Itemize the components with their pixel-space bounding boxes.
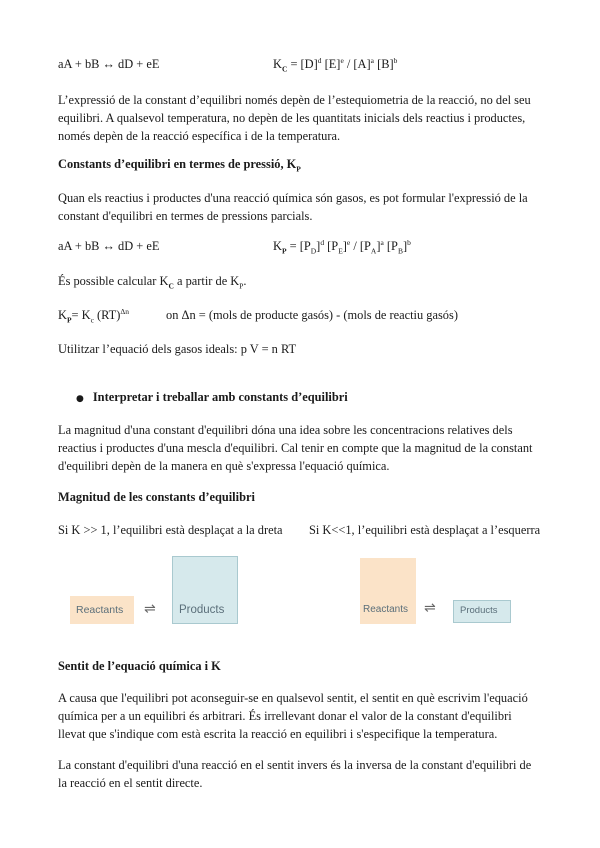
rel-k-sub: P	[66, 315, 72, 325]
heading-kp	[58, 157, 301, 172]
reaction-text: aA + bB ↔ dD + eE	[58, 57, 160, 71]
relation-desc: on Δn = (mols de producte gasós) - (mols de reactiu gasós)	[166, 308, 458, 322]
heading-magnitude: Magnitud de les constants d’equilibri	[58, 490, 255, 504]
kp-sub: P	[281, 246, 287, 256]
paragraph-line: d'equilibri depèn de la manera en què s'expressa l'equació química.	[58, 459, 390, 473]
case-k-large: Si K >> 1, l’equilibri està desplaçat a la dreta	[58, 523, 283, 537]
rel-rt: (RT)	[93, 308, 121, 322]
kp-term-exp: d	[320, 237, 325, 247]
kp-term-close: ]	[342, 239, 347, 253]
paragraph-stoichiometry	[58, 91, 548, 145]
kp-term-close: ]	[316, 239, 321, 253]
paragraph-line: L’expressió de la constant d’equilibri només depèn de l’estequiometria de la reacció, no del seu	[58, 93, 531, 107]
kp-term-sub: A	[370, 246, 377, 256]
calc-sub: C	[168, 281, 174, 291]
equation-reaction-2	[58, 239, 159, 254]
equation-kp	[273, 239, 411, 254]
relation-kp-kc	[58, 308, 129, 323]
paragraph-line: la reacció en el sentit directe.	[58, 776, 203, 790]
paragraph-gases	[58, 189, 548, 225]
paragraph-line: llevat que s'indique com està escrita la reacció en equilibri i s'especifique la temperatura.	[58, 727, 498, 741]
equation-kc	[273, 57, 397, 72]
paragraph-line: química per a un equilibri és arbitrari. És irrellevant donar el valor de la constant d'equilibri	[58, 709, 512, 723]
equation-reaction-1	[58, 57, 159, 72]
heading-kp-text: Constants d’equilibri en termes de pressió, K	[58, 157, 297, 171]
kc-exp-e: e	[340, 55, 344, 65]
equilibrium-arrow-icon: ⇌	[144, 601, 156, 617]
rel-k: K	[58, 308, 67, 322]
reaction-text: aA + bB ↔ dD + eE	[58, 239, 160, 253]
kc-expr-b: [B]	[373, 57, 394, 71]
kp-term-sub: B	[397, 246, 403, 256]
rel-exp: Δn	[120, 306, 129, 316]
bullet-heading	[76, 390, 348, 407]
kp-symbol: K	[273, 239, 282, 253]
equilibrium-arrow-icon: ⇌	[424, 600, 436, 616]
products-label: Products	[460, 605, 498, 616]
kp-term-close: ]	[402, 239, 408, 253]
products-label: Products	[179, 604, 225, 616]
kc-exp-b: b	[393, 55, 398, 65]
paragraph-line: equilibri. A qualsevol temperatura, no depèn de les quantitats inicials dels reactius i productes,	[58, 111, 526, 125]
paragraph-line: constant d'equilibri en termes de pressions parcials.	[58, 209, 313, 223]
kp-term-exp: e	[346, 237, 351, 247]
paragraph-line: Quan els reactius i productes d'una reacció química són gasos, es pot formular l'expressió de la	[58, 191, 528, 205]
paragraph-line: reactius i productes d'una mescla d'equilibri. Cal tenir en compte que la magnitud de la constant	[58, 441, 533, 455]
calc-text: a partir de K	[173, 274, 240, 288]
bullet-heading-text: Interpretar i treballar amb constants d’equilibri	[92, 390, 348, 404]
kp-term-close: ]	[376, 239, 381, 253]
bullet-icon: ●	[76, 394, 84, 404]
kp-term-sub: D	[310, 246, 317, 256]
kc-sub: C	[281, 64, 288, 74]
rel-eq: = K	[71, 308, 91, 322]
kc-expr-d: = [D]	[287, 57, 318, 71]
kp-term: = [P	[286, 239, 311, 253]
paragraph-line: La constant d'equilibri d'una reacció en el sentit invers és la inversa de la constant d'equilibri de	[58, 758, 532, 772]
kp-term-exp: a	[380, 237, 384, 247]
paragraph-magnitude	[58, 421, 548, 475]
heading-kp-sub: P	[296, 164, 301, 174]
paragraph-line: La magnitud d'una constant d'equilibri dóna una idea sobre les concentracions relatives dels	[58, 423, 513, 437]
calc-kc-from-kp	[58, 274, 247, 289]
case-k-small: Si K<<1, l’equilibri està desplaçat a l’esquerra	[309, 523, 541, 537]
kc-symbol: K	[273, 57, 282, 71]
paragraph-line: només depèn de la reacció específica i de la temperatura.	[58, 129, 341, 143]
kc-expr-a: / [A]	[343, 57, 371, 71]
kp-term: / [P	[350, 239, 371, 253]
rel-kc-sub: c	[90, 315, 94, 325]
kp-term-sub: E	[338, 246, 343, 256]
paragraph-line: A causa que l'equilibri pot aconseguir-se en qualsevol sentit, el sentit en què escrivim l'equació	[58, 691, 528, 705]
kp-term-exp: b	[407, 237, 411, 247]
calc-text: És possible calcular K	[58, 274, 169, 288]
paragraph-inverse	[58, 756, 548, 792]
paragraph-direction	[58, 689, 548, 743]
reactants-label: Reactants	[363, 604, 409, 615]
reactants-label: Reactants	[76, 604, 124, 616]
calc-text: .	[243, 274, 247, 288]
kp-term: [P	[383, 239, 398, 253]
ideal-gas-equation: Utilitzar l’equació dels gasos ideals: p V = n RT	[58, 342, 297, 356]
kc-exp-a: a	[370, 55, 374, 65]
kc-exp-d: d	[317, 55, 322, 65]
kp-term: [P	[324, 239, 339, 253]
kc-expr-e: [E]	[321, 57, 341, 71]
heading-direction: Sentit de l’equació química i K	[58, 659, 221, 673]
calc-sub: P	[239, 281, 244, 291]
